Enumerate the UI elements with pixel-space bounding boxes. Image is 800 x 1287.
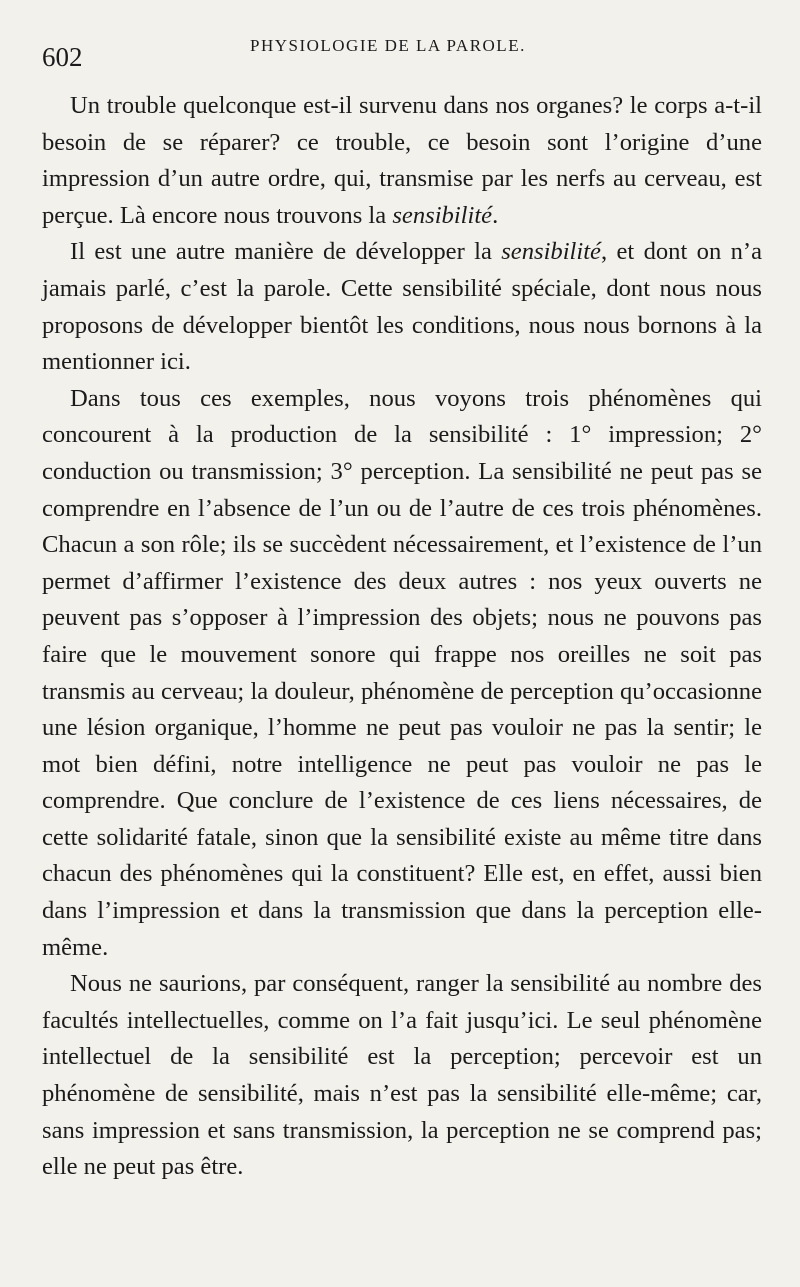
paragraph-2 [42,234,762,380]
page-number: 602 [42,42,83,72]
text-segment: , et dont on n’a jamais parlé, c’est la parole. Cette sensibilité spéciale, dont nous nous proposons de développer bientôt les conditions, nous nous bornons à la mentionner ici. [42,238,762,376]
body-text [42,88,762,1186]
page-header [42,34,762,84]
text-segment: Dans tous ces exemples, nous voyons trois phénomènes qui concourent à la production de la sensibilité : 1° impression; 2° conduction ou transmission; 3° perception. La sensibilité ne peut pas se comprendre en l’absence de l’un ou de l’autre de ces trois phénomènes. Chacun a son rôle; ils se succèdent nécessairement, et l’existence de l’un permet d’affirmer l’existence des deux autres : nos yeux ouverts ne peuvent pas s’opposer à l’impression des objets; nous ne pouvons pas faire que le mouvement sonore qui frappe nos oreilles ne soit pas transmis au cerveau; la douleur, phénomène de perception qu’occasionne une lésion organique, l’homme ne peut pas vouloir ne pas la sentir; le mot bien défini, notre intelligence ne peut pas vouloir ne pas le comprendre. Que conclure de l’existence de ces liens nécessaires, de cette solidarité fatale, sinon que la sensibilité existe au même titre dans chacun des phénomènes qui la constituent? Elle est, en effet, aussi bien dans l’impression et dans la transmission que dans la perception elle-même. [42,384,762,961]
paragraph-4 [42,966,762,1186]
running-title: PHYSIOLOGIE DE LA PAROLE. [250,36,526,55]
text-segment: Un trouble quelconque est-il survenu dans nos organes? le corps a-t-il besoin de se réparer? ce trouble, ce besoin sont l’origine d’une impression d’un autre ordre, qui, transmise par les nerfs au cerveau, est perçue. Là encore nous trouvons la [42,92,762,229]
text-segment: . [492,201,499,229]
text-segment: Il est une autre manière de développer la [70,238,502,266]
italic-term: sensibilité [392,201,493,229]
paragraph-1 [42,88,762,234]
paragraph-3 [42,381,762,967]
italic-term: sensibilité [501,238,601,266]
text-segment: Nous ne saurions, par conséquent, ranger la sensibilité au nombre des facultés intellectuelles, comme on l’a fait jusqu’ici. Le seul phénomène intellectuel de la sensibilité est la perception; percevoir est un phénomène de sensibilité, mais n’est pas la sensibilité elle-même; car, sans impression et sans transmission, la perception ne se comprend pas; elle ne peut pas être. [42,970,762,1181]
